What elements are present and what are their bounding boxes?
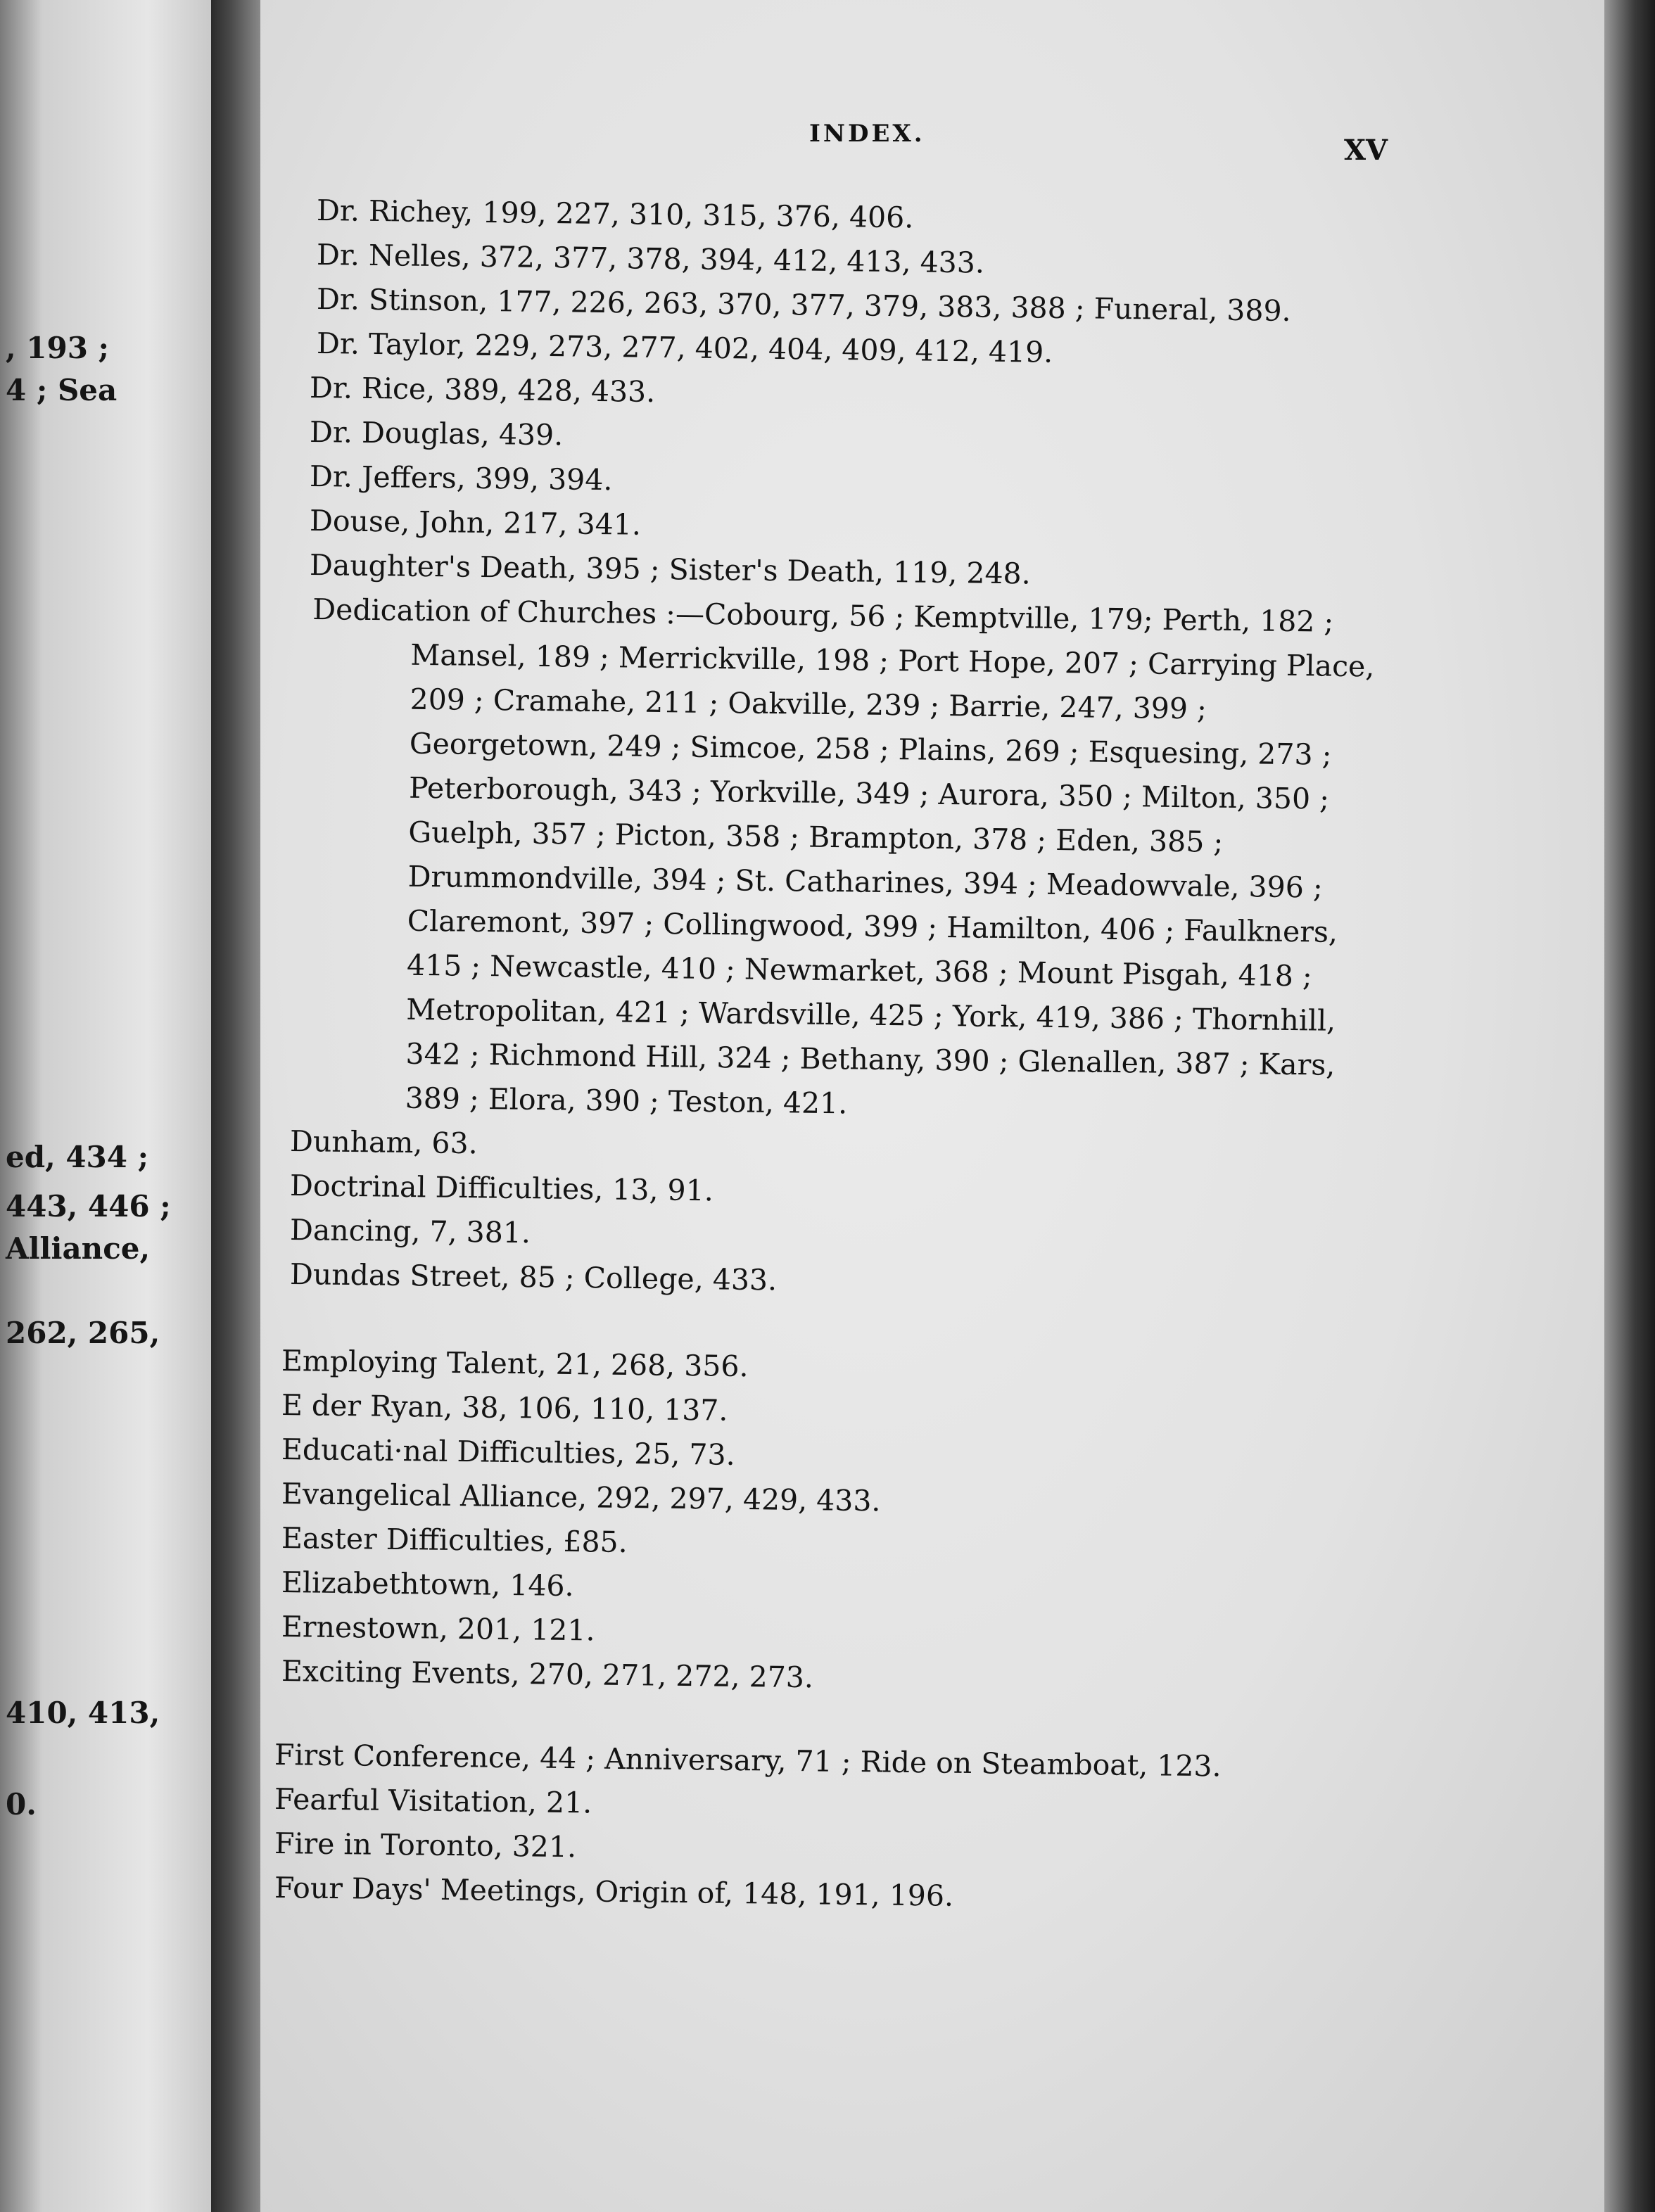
- index-entry: Dr. Jeffers, 399, 394.: [309, 459, 613, 497]
- index-page: [260, 0, 1604, 2212]
- index-entries: [274, 189, 1386, 1913]
- index-entry: Dundas Street, 85 ; College, 433.: [289, 1257, 778, 1297]
- index-entry: Fearful Visitation, 21.: [274, 1782, 592, 1820]
- index-entry: Dancing, 7, 381.: [289, 1213, 531, 1250]
- index-entry: Dr. Nelles, 372, 377, 378, 394, 412, 413, 433.: [316, 238, 985, 280]
- index-entry: Evangelical Alliance, 292, 297, 429, 433.: [281, 1477, 881, 1518]
- index-entry: Douse, John, 217, 341.: [309, 504, 642, 542]
- index-entry: Elizabethtown, 146.: [281, 1565, 574, 1603]
- page-edge-shadow: [1604, 0, 1655, 2212]
- index-entry: Exciting Events, 270, 271, 272, 273.: [281, 1654, 814, 1695]
- index-entry: Dr. Stinson, 177, 226, 263, 370, 377, 379, 383, 388 ; Funeral, 389.: [316, 282, 1291, 328]
- index-entry: First Conference, 44 ; Anniversary, 71 ; Ride on Steamboat, 123.: [274, 1738, 1222, 1784]
- index-entry: Educati·nal Difficulties, 25, 73.: [281, 1432, 735, 1472]
- index-entry-dedication: Dedication of Churches :—Cobourg, 56 ; Kemptville, 179; Perth, 182 ; Mansel, 189 ; Merrickville, 198 ; Port Hope, 207 ; Carrying Place, 209 ; Cramahe, 211 ; Oakville, 239 ; Barrie, 247, 399 ; Georgetown, 249 ; Simcoe, 258 ; Plains, 269 ; Esquesing, 273 ; Peterborough, 343 ; Yorkville, 349 ; Aurora, 350 ; Milton, 350 ; Guelph, 357 ; Picton, 358 ; Brampton, 378 ; Eden, 385 ; Drummondville, 394 ; St. Catharines, 394 ; Meadowvale, 396 ; Claremont, 397 ; Collingwood, 399 ; Hamilton, 406 ; Faulkners, 415 ; Newcastle, 410 ; Newmarket, 368 ; Mount Pisgah, 418 ; Metropolitan, 421 ; Wardsville, 425 ; York, 419, 386 ; Thornhill, 342 ; Richmond Hill, 324 ; Bethany, 390 ; Glenallen, 387 ; Kars, 389 ; Elora, 390 ; Teston, 421.: [312, 592, 1375, 1121]
- index-entry: Employing Talent, 21, 268, 356.: [281, 1344, 749, 1384]
- facing-page-fragment: 0.: [6, 1787, 37, 1822]
- index-entry: E der Ryan, 38, 106, 110, 137.: [281, 1388, 728, 1428]
- facing-page-fragment: ed, 434 ;: [6, 1140, 149, 1174]
- index-entry: Fire in Toronto, 321.: [274, 1826, 577, 1864]
- index-entry: Ernestown, 201, 121.: [281, 1610, 595, 1648]
- index-entry: Dr. Richey, 199, 227, 310, 315, 376, 406.: [316, 193, 914, 235]
- facing-page-fragment: Alliancе,: [6, 1231, 151, 1266]
- facing-page-fragment: 410, 413,: [6, 1696, 160, 1730]
- index-entry: Daughter's Death, 395 ; Sister's Death, 119, 248.: [309, 548, 1032, 591]
- facing-page-edge: [0, 0, 211, 2212]
- facing-page-fragment: 443, 446 ;: [6, 1189, 171, 1223]
- index-entry: Easter Difficulties, £85.: [281, 1521, 628, 1560]
- index-entry: Dr. Douglas, 439.: [309, 415, 564, 452]
- facing-page-fragment: 262, 265,: [6, 1316, 160, 1350]
- index-entry: Four Days' Meetings, Origin of, 148, 191, 196.: [274, 1871, 954, 1913]
- index-entry: Dr. Rice, 389, 428, 433.: [309, 371, 656, 409]
- book-gutter: [211, 0, 260, 2212]
- facing-page-fragment: 4 ; Sea: [6, 373, 118, 407]
- page-title: INDEX.: [809, 120, 925, 148]
- index-entry: Doctrinal Difficulties, 13, 91.: [289, 1169, 714, 1208]
- facing-page-fragment: , 193 ;: [6, 331, 110, 365]
- index-entry: Dr. Taylor, 229, 273, 277, 402, 404, 409, 412, 419.: [316, 326, 1053, 369]
- index-entry: Dunham, 63.: [289, 1124, 478, 1161]
- page-number: XV: [1344, 134, 1388, 167]
